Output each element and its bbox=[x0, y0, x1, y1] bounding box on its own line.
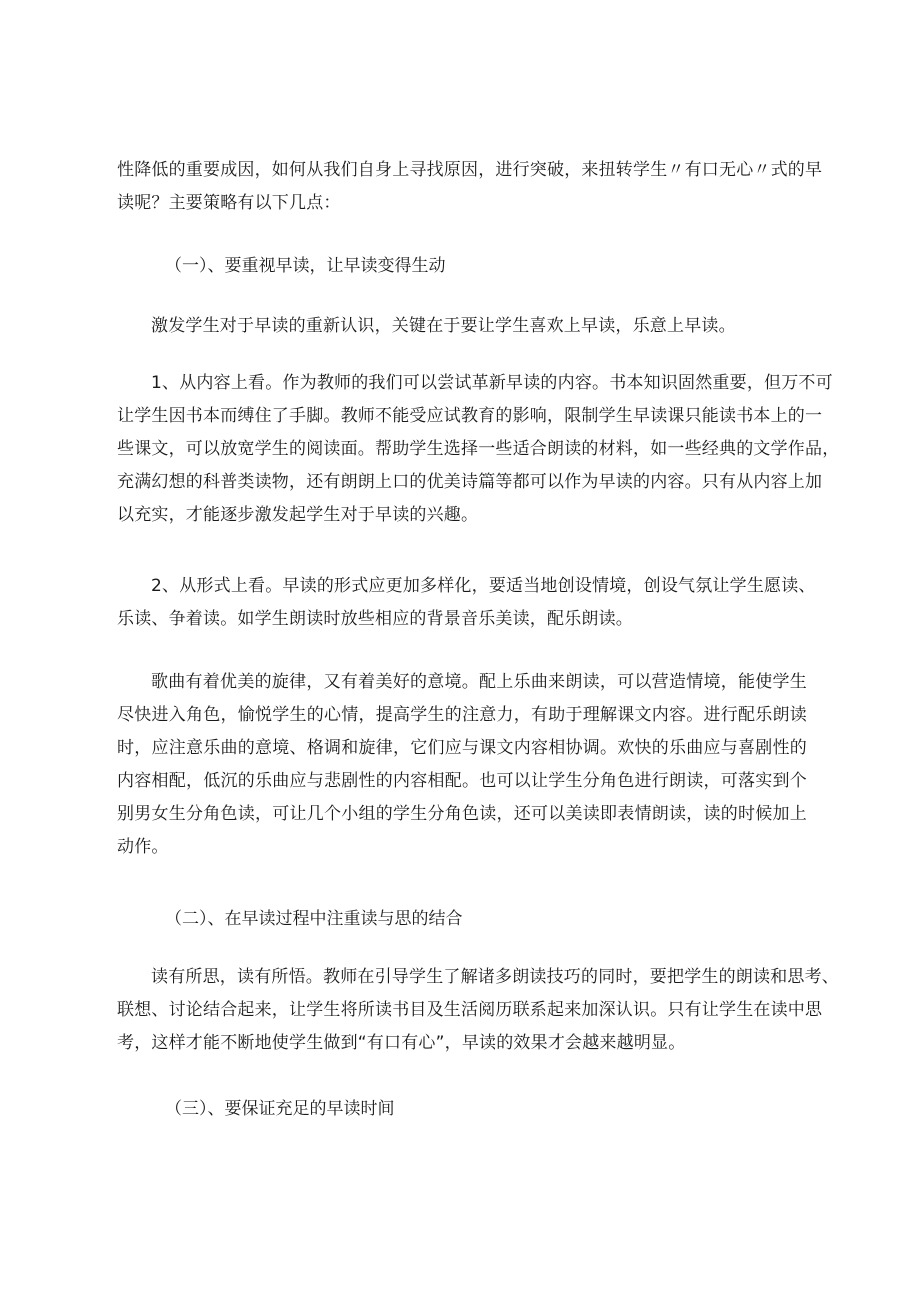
section-heading-1: （一）、要重视早读，让早读变得生动 bbox=[165, 256, 446, 276]
text-line: 时，应注意乐曲的意境、格调和旋律，它们应与课文内容相协调。欢快的乐曲应与喜剧性的 bbox=[117, 738, 807, 758]
paragraph-content bbox=[117, 367, 840, 532]
text-line: 激发学生对于早读的重新认识，关键在于要让学生喜欢上早读，乐意上早读。 bbox=[151, 316, 736, 336]
section-heading-2: （二）、在早读过程中注重读与思的结合 bbox=[165, 909, 463, 929]
text-line: 乐读、争着读。如学生朗读时放些相应的背景音乐美读，配乐朗读。 bbox=[117, 609, 633, 629]
text-line: 内容相配，低沉的乐曲应与悲剧性的内容相配。也可以让学生分角色进行朗读，可落实到个 bbox=[117, 771, 807, 791]
text-line: 动作。 bbox=[117, 837, 169, 857]
section-heading-3: （三）、要保证充足的早读时间 bbox=[165, 1099, 395, 1119]
text-line: 联想、讨论结合起来，让学生将所读书目及生活阅历联系起来加深认识。只有让学生在读中思 bbox=[117, 1000, 823, 1020]
paragraph-form bbox=[117, 570, 816, 636]
text-line: 读呢？主要策略有以下几点： bbox=[117, 193, 341, 213]
paragraph-music bbox=[117, 666, 807, 864]
text-line: 性降低的重要成因，如何从我们自身上寻找原因，进行突破，来扭转学生〃有口无心〃式的早 bbox=[117, 160, 823, 180]
text-line: 让学生因书本而缚住了手脚。教师不能受应试教育的影响，限制学生早读课只能读书本上的一 bbox=[117, 406, 823, 426]
paragraph-reading-thinking bbox=[117, 961, 839, 1060]
text-line: 尽快进入角色，愉悦学生的心情，提高学生的注意力，有助于理解课文内容。进行配乐朗读 bbox=[117, 705, 807, 725]
text-line: 充满幻想的科普类读物，还有朗朗上口的优美诗篇等都可以作为早读的内容。只有从内容上加 bbox=[117, 472, 823, 492]
paragraph-intro bbox=[117, 154, 823, 220]
text-line: 些课文，可以放宽学生的阅读面。帮助学生选择一些适合朗读的材料，如一些经典的文学作品， bbox=[117, 439, 840, 459]
text-line: 2、从形式上看。早读的形式应更加多样化，要适当地创设情境，创设气氛让学生愿读、 bbox=[151, 576, 816, 596]
paragraph-motivation bbox=[117, 310, 807, 343]
text-line: 以充实，才能逐步激发起学生对于早读的兴趣。 bbox=[117, 505, 479, 525]
text-line: 歌曲有着优美的旋律，又有着美好的意境。配上乐曲来朗读，可以营造情境，能使学生 bbox=[151, 672, 807, 692]
text-line: 1、从内容上看。作为教师的我们可以尝试革新早读的内容。书本知识固然重要，但万不可 bbox=[151, 373, 833, 393]
text-line: 考，这样才能不断地使学生做到“有口有心”，早读的效果才会越来越明显。 bbox=[117, 1033, 686, 1053]
text-line: 别男女生分角色读，可让几个小组的学生分角色读，还可以美读即表情朗读，读的时候加上 bbox=[117, 804, 807, 824]
text-line: 读有所思，读有所悟。教师在引导学生了解诸多朗读技巧的同时，要把学生的朗读和思考、 bbox=[151, 967, 839, 987]
